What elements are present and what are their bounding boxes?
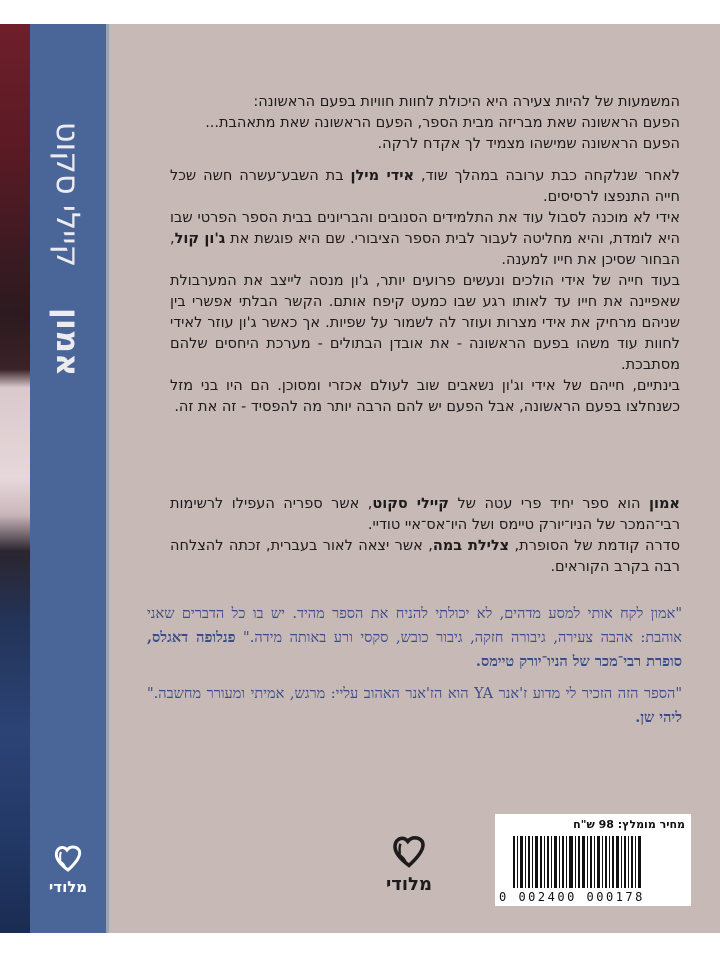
blurb-1: "אמון לקח אותי למסע מדהים, לא יכולתי להניח את הספר מהיד. יש בו כל הדברים שאני אוהבת: אהבה צעירה, גיבורה חזקה, גיבור כובש, סקסי ורע באותה מידה." פנלופה דאגלס, סופרת רבי־מכר של הניו־יורק טיימס. (147, 606, 682, 670)
spine-publisher-logo (30, 844, 106, 896)
synopsis-p1: לאחר שנלקחה כבת ערובה במהלך שוד, אידי מילן בת השבע־עשרה חשה שכל חייה התנפצו לרסיסים. (170, 168, 680, 205)
heart-face-logo-icon (53, 844, 83, 872)
recommended-price: מחיר מומלץ: 98 ש"ח (573, 818, 685, 831)
barcode-icon (513, 836, 683, 888)
front-cover-photo-edge (0, 24, 30, 933)
intro-line-2: הפעם הראשונה שאת מבריזה מבית הספר, הפעם הראשונה שאת מתאהבת... (205, 115, 680, 131)
about-p1: אמון הוא ספר יחיד פרי עטה של קיילי סקוט, אשר ספריה העפילו לרשימות רבי־המכר של הניו־יורק טיימס ושל היו־אס־איי טודיי. (170, 496, 680, 533)
spine-publisher-name: מלודי (48, 878, 88, 896)
author-name: קיילי סקוט (372, 496, 449, 512)
character-name-john: ג'ון קול (174, 231, 226, 247)
publisher-name: מלודי (386, 874, 432, 895)
blurb-1-attribution: פנלופה דאגלס, סופרת רבי־מכר של הניו־יורק טיימס. (147, 629, 682, 670)
intro-line-1: המשמעות של להיות צעירה היא היכולת לחוות חוויות בפעם הראשונה: (253, 94, 680, 110)
intro-line-3: הפעם הראשונה שמישהו מצמיד לך אקדח לרקה. (377, 136, 680, 152)
about-p2: סדרה קודמת של הסופרת, צלילת במה, אשר יצאה לאור בעברית, זכתה להצלחה רבה בקרב הקוראים. (170, 538, 680, 575)
synopsis-p4: בינתיים, חייהם של אידי וג'ון נשאבים שוב לעולם אכזרי ומסוכן. הם היו בני מזל כשנחלצו בפעם הראשונה, אבל הפעם יש להם הרבה יותר מה להפסיד - זה את זה. (170, 378, 680, 415)
synopsis-p2: אידי לא מוכנה לסבול עוד את התלמידים הסנובים והבריונים בבית הספר הפרטי שבו היא לומדת, והיא מחליטה לעבור לבית הספר הציבורי. שם היא פוגשת את ג'ון קול, הבחור שסיכן את חייו למענה. (170, 210, 680, 268)
character-name-edie: אידי מילן (350, 168, 415, 184)
intro-paragraph (170, 92, 680, 155)
about-author (170, 494, 680, 578)
back-cover-panel (109, 24, 720, 933)
barcode-number: 0 002400 000178 (499, 890, 645, 904)
spine-author: קיילי סקוט (49, 121, 87, 268)
barcode-label (495, 814, 691, 906)
spine-text (49, 122, 87, 377)
previous-series-title: צלילת במה (432, 538, 510, 554)
back-publisher-logo (359, 834, 459, 895)
book-cover (0, 24, 720, 933)
blurb-2-attribution: ליהי שן. (635, 709, 682, 726)
spine-title-area (30, 114, 106, 384)
spine-book-title: אמון (49, 307, 87, 377)
heart-face-logo-icon (391, 834, 427, 868)
blurbs (147, 602, 682, 738)
synopsis-p3: בעוד חייה של אידי הולכים ונעשים פרועים יותר, ג'ון מנסה לייצב את המערבולת שאפיינה את חייו עד לאותו רגע שבו כמעט קיפח אותם. הקשר הבלתי אפשרי בין שניהם מרחיק את אידי מצרות ועוזר לה לשמור על שפיות. אך כאשר ג'ון עוזר לאידי לחוות עוד משהו בפעם הראשונה - את אובדן הבתולים - מערכת היחסים שלהם מסתבכת. (170, 273, 680, 373)
synopsis (170, 166, 680, 418)
blurb-2: "הספר הזה הזכיר לי מדוע ז'אנר YA הוא הז'אנר האהוב עליי: מרגש, אמיתי ומעורר מחשבה." ליהי שן. (147, 686, 683, 726)
